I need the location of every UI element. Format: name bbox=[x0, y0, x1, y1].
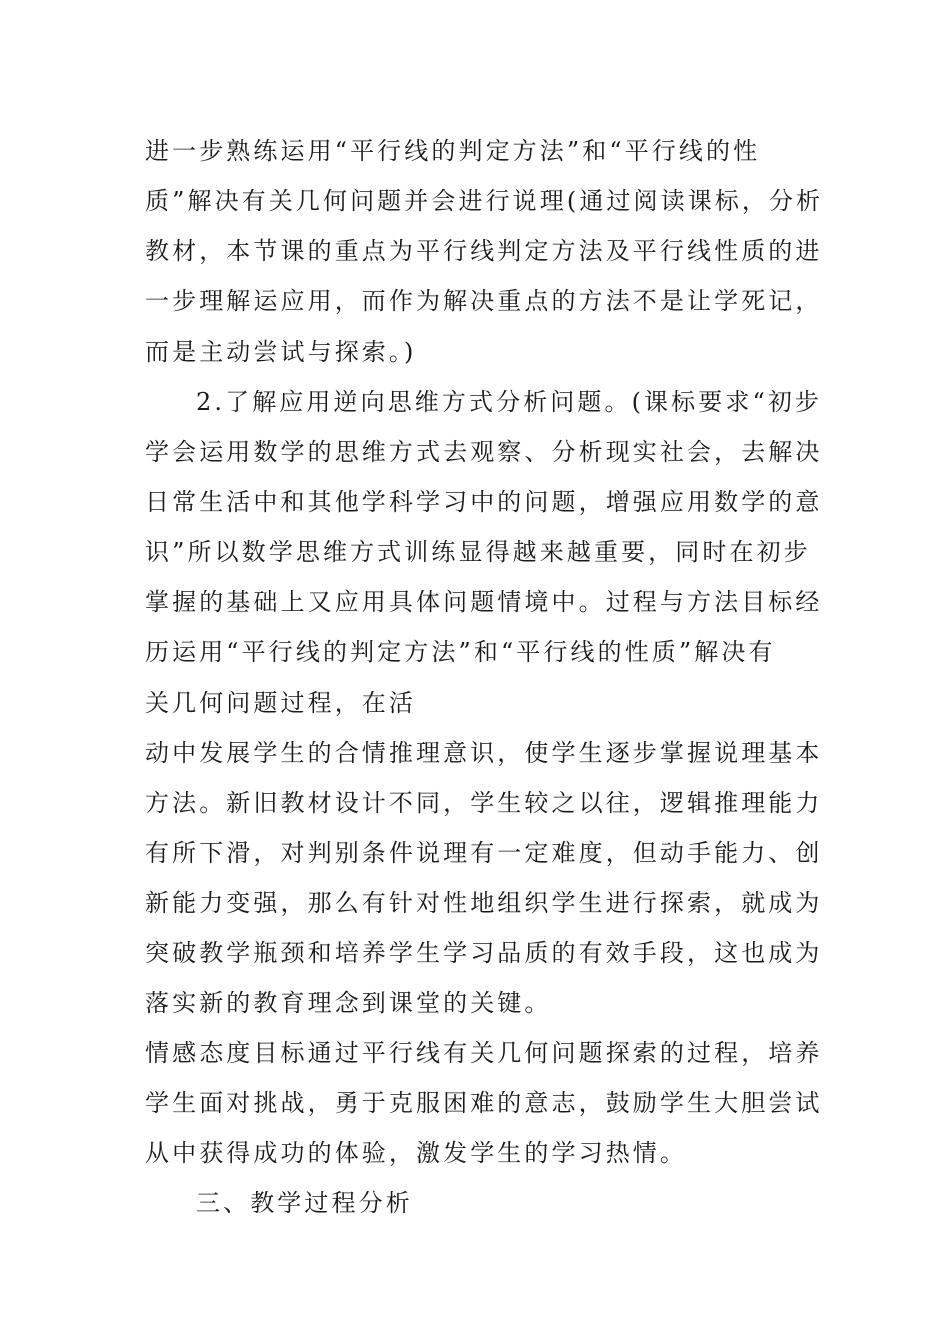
text-line-10: 掌握的基础上又应用具体问题情境中。过程与方法目标经 bbox=[145, 588, 823, 616]
text-line-5: 而是主动尝试与探索。) bbox=[145, 338, 417, 366]
text-line-6: 2.了解应用逆向思维方式分析问题。(课标要求“初步 bbox=[196, 388, 823, 416]
text-line-19: 情感态度目标通过平行线有关几何问题探索的过程，培养 bbox=[145, 1039, 823, 1067]
text-line-17: 突破教学瓶颈和培养学生学习品质的有效手段，这也成为 bbox=[145, 939, 823, 967]
text-line-2: 质”解决有关几何问题并会进行说理(通过阅读课标，分析 bbox=[145, 187, 824, 215]
text-line-16: 新能力变强，那么有针对性地组织学生进行探索，就成为 bbox=[145, 889, 823, 917]
text-line-1: 进一步熟练运用“平行线的判定方法”和“平行线的性 bbox=[145, 137, 761, 165]
text-line-11: 历运用“平行线的判定方法”和“平行线的性质”解决有 bbox=[145, 638, 776, 666]
text-line-21: 从中获得成功的体验，激发学生的学习热情。 bbox=[145, 1139, 687, 1167]
text-line-3: 教材，本节课的重点为平行线判定方法及平行线性质的进 bbox=[145, 237, 823, 265]
section-heading: 三、教学过程分析 bbox=[196, 1189, 413, 1217]
text-line-13: 动中发展学生的合情推理意识，使学生逐步掌握说理基本 bbox=[145, 739, 823, 767]
text-line-7: 学会运用数学的思维方式去观察、分析现实社会，去解决 bbox=[145, 438, 823, 466]
text-line-4: 一步理解运应用，而作为解决重点的方法不是让学死记， bbox=[145, 287, 823, 315]
text-line-20: 学生面对挑战，勇于克服困难的意志，鼓励学生大胆尝试 bbox=[145, 1089, 823, 1117]
text-line-12: 关几何问题过程，在活 bbox=[145, 689, 416, 717]
text-line-8: 日常生活中和其他学科学习中的问题，增强应用数学的意 bbox=[145, 488, 823, 516]
text-line-18: 落实新的教育理念到课堂的关键。 bbox=[145, 989, 552, 1017]
text-line-9: 识”所以数学思维方式训练显得越来越重要，同时在初步 bbox=[145, 538, 811, 566]
text-line-14: 方法。新旧教材设计不同，学生较之以往，逻辑推理能力 bbox=[145, 789, 823, 817]
text-line-15: 有所下滑，对判别条件说理有一定难度，但动手能力、创 bbox=[145, 839, 823, 867]
